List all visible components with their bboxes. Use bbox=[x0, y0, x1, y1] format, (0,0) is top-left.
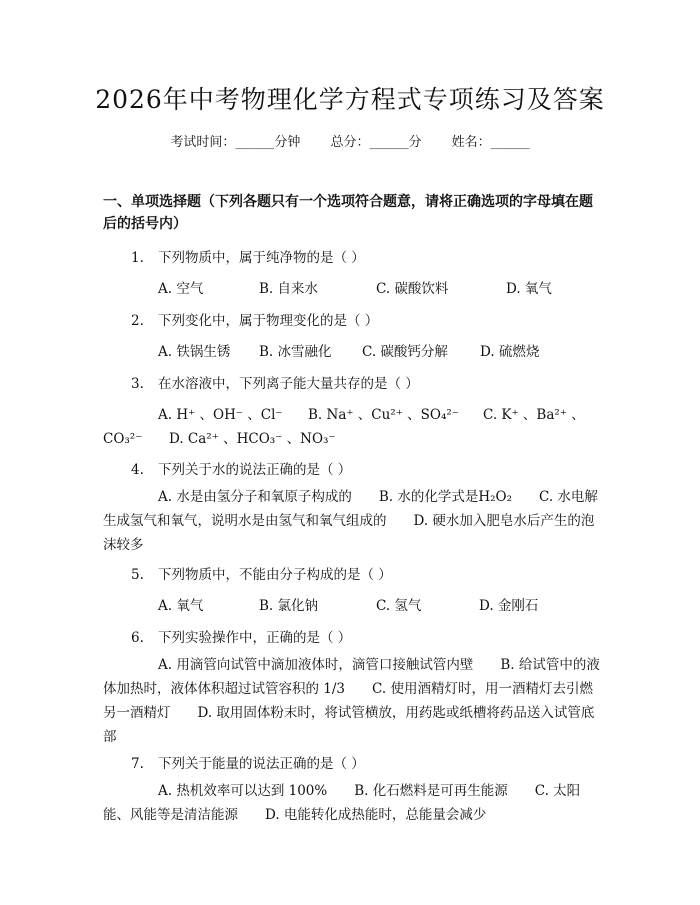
question-3-options-cont bbox=[103, 427, 336, 447]
option-c: C. 碳酸钙分解 bbox=[362, 344, 448, 360]
option-a: A. H⁺ 、OH⁻ 、Cl⁻ bbox=[158, 407, 283, 423]
question-5-options bbox=[158, 594, 538, 614]
question-2-options bbox=[158, 340, 539, 360]
question-4-options: A. 水是由氢分子和氧原子构成的 B. 水的化学式是H₂O₂ C. 水电解生成氢气和氧气，说明水是由氢气和氧气组成的 D. 硬水加入肥皂水后产生的泡沫较多 bbox=[103, 489, 598, 553]
question-text: 下列物质中，不能由分子构成的是（ ） bbox=[158, 567, 392, 583]
exam-info bbox=[0, 131, 700, 150]
option-b: B. 氯化钠 bbox=[259, 598, 319, 614]
question-number: 1. bbox=[131, 250, 144, 266]
option-d: D. Ca²⁺ 、HCO₃⁻ 、NO₃⁻ bbox=[169, 431, 336, 447]
question-text: 下列变化中，属于物理变化的是（ ） bbox=[158, 313, 379, 329]
question-number: 3. bbox=[131, 376, 144, 392]
question-6-options: A. 用滴管向试管中滴加液体时，滴管口接触试管内壁 B. 给试管中的液体加热时，液体体积超过试管容积的 1/3 C. 使用酒精灯时，用一酒精灯去引燃另一酒精灯 D. 取用固体粉末时，将试管横放，用药匙或纸槽将药品送入试管底部 bbox=[103, 657, 600, 745]
question-3 bbox=[131, 372, 419, 392]
option-b: B. 自来水 bbox=[259, 281, 319, 297]
question-number: 6. bbox=[131, 630, 144, 646]
question-text: 下列实验操作中，正确的是（ ） bbox=[158, 630, 352, 646]
question-text: 下列关于能量的说法正确的是（ ） bbox=[158, 756, 365, 772]
option-a: A. 空气 bbox=[158, 281, 204, 297]
question-number: 5. bbox=[131, 567, 144, 583]
exam-score: 总分：______分 bbox=[330, 135, 422, 150]
question-text: 在水溶液中，下列离子能大量共存的是（ ） bbox=[158, 376, 419, 392]
section-heading: 一、单项选择题（下列各题只有一个选项符合题意，请将正确选项的字母填在题后的括号内） bbox=[103, 194, 593, 232]
option-d: D. 硫燃烧 bbox=[480, 344, 540, 360]
question-text: 下列关于水的说法正确的是（ ） bbox=[158, 462, 352, 478]
question-5 bbox=[131, 563, 392, 583]
question-7-options: A. 热机效率可以达到 100% B. 化石燃料是可再生能源 C. 太阳能、风能等是清洁能源 D. 电能转化成热能时，总能量会减少 bbox=[103, 783, 581, 823]
option-c: C. 碳酸饮料 bbox=[376, 281, 449, 297]
option-b: B. 冰雪融化 bbox=[259, 344, 332, 360]
exam-name: 姓名：______ bbox=[451, 135, 530, 150]
exam-time: 考试时间：______分钟 bbox=[170, 135, 301, 150]
question-6 bbox=[131, 626, 351, 646]
option-a: A. 氧气 bbox=[158, 598, 204, 614]
option-b: B. Na⁺ 、Cu²⁺ 、SO₄²⁻ bbox=[308, 407, 459, 423]
option-c: C. 氢气 bbox=[376, 598, 422, 614]
question-number: 4. bbox=[131, 462, 144, 478]
option-d: D. 氧气 bbox=[506, 281, 552, 297]
option-a: A. 铁锅生锈 bbox=[158, 344, 231, 360]
page-title: 2026年中考物理化学方程式专项练习及答案 bbox=[95, 85, 605, 114]
question-number: 2. bbox=[131, 313, 144, 329]
question-1-options bbox=[158, 277, 552, 297]
option-d: D. 金刚石 bbox=[479, 598, 539, 614]
question-text: 下列物质中，属于纯净物的是（ ） bbox=[158, 250, 365, 266]
question-4 bbox=[131, 458, 351, 478]
question-7 bbox=[131, 752, 365, 772]
question-3-options bbox=[158, 403, 585, 423]
question-number: 7. bbox=[131, 756, 144, 772]
question-1 bbox=[131, 246, 365, 266]
question-2 bbox=[131, 309, 378, 329]
option-c: C. K⁺ 、Ba²⁺ 、 bbox=[483, 407, 585, 423]
option-c-cont: CO₃²⁻ bbox=[103, 431, 143, 447]
